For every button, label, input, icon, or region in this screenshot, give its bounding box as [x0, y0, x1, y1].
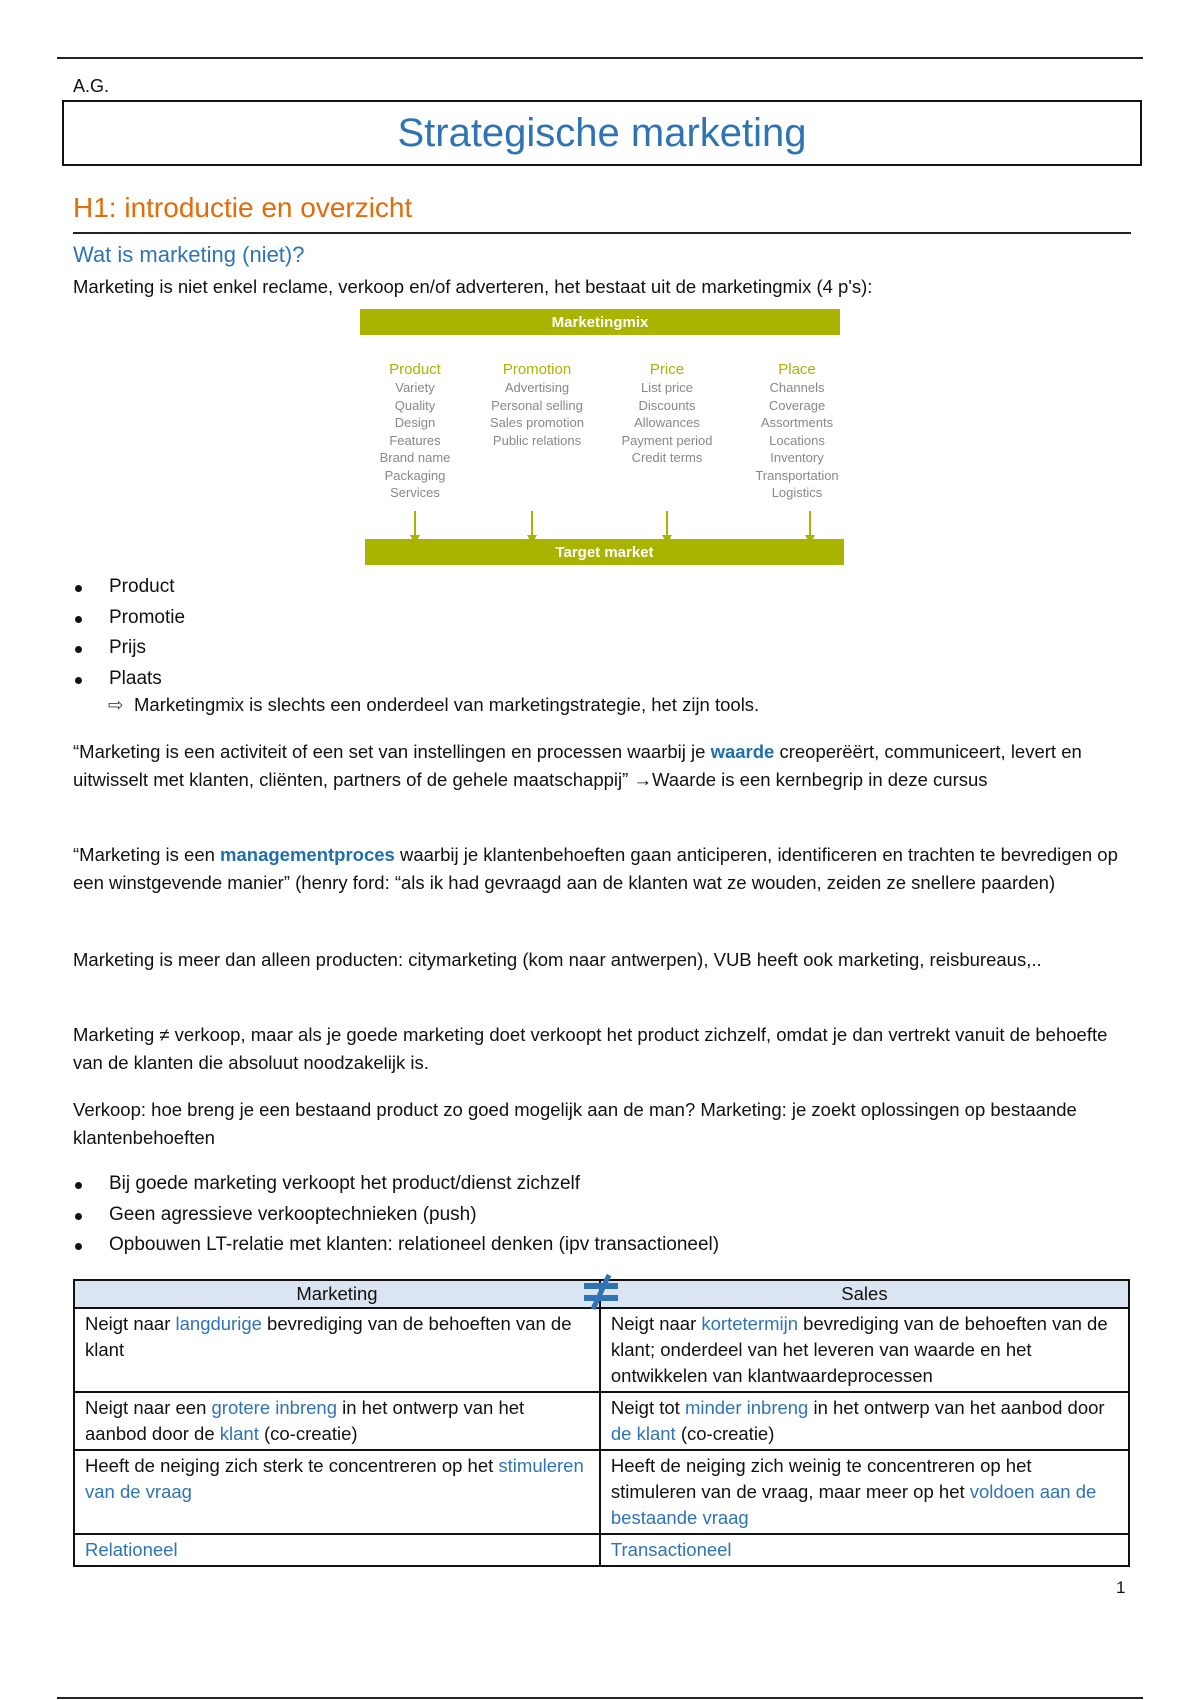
bullet-icon — [75, 1243, 82, 1250]
marketingmix-diagram — [360, 309, 844, 569]
mix-item: Credit terms — [631, 450, 703, 465]
top-rule — [57, 57, 1143, 59]
table-cell: Neigt naar een grotere inbreng in het ontwerp van het aanbod door de klant (co-creatie) — [74, 1392, 600, 1450]
table-cell: Neigt naar kortetermijn bevrediging van de behoeften van de klant; onderdeel van het leveren van waarde en het ontwikkelen van klantwaardeprocessen — [600, 1308, 1129, 1392]
table-cell: Transactioneel — [600, 1534, 1129, 1566]
paragraph-4: Marketing ≠ verkoop, maar als je goede marketing doet verkoopt het product zichzelf, omdat je dan vertrekt vanuit de behoefte van de klanten die absoluut noodzakelijk is. — [73, 1024, 1108, 1073]
table-row — [74, 1308, 1129, 1392]
not-equal-icon — [581, 1272, 621, 1312]
mix-item: Channels — [769, 380, 825, 395]
target-market-bar: Target market — [365, 539, 844, 565]
mix-item: Coverage — [768, 397, 826, 413]
table-cell: Heeft de neiging zich weinig te concentreren op het stimuleren van de vraag, maar meer op het voldoen aan de bestaande vraag — [600, 1450, 1129, 1534]
bullet-icon — [75, 677, 82, 684]
marketing-vs-sales-table — [73, 1279, 1130, 1567]
table-row — [74, 1392, 1129, 1450]
mix-item: Discounts — [638, 397, 696, 413]
mix-item: Assortments — [760, 415, 834, 430]
mix-item: Personal selling — [491, 397, 583, 413]
mix-item: Services — [390, 485, 440, 500]
table-cell: Relationeel — [74, 1534, 600, 1566]
mix-item: Allowances — [634, 415, 700, 430]
bullet-icon — [75, 1182, 82, 1189]
chapter-heading: H1: introductie en overzicht — [73, 192, 413, 223]
page-title: Strategische marketing — [397, 110, 807, 155]
table-cell: Neigt naar langdurige bevrediging van de behoeften van de klant — [74, 1308, 600, 1392]
bottom-rule — [57, 1697, 1143, 1699]
mix-item: Payment period — [621, 432, 713, 448]
header-sales: Sales — [600, 1280, 1129, 1308]
mix-head: Place — [778, 361, 816, 378]
marketingmix-title-bar: Marketingmix — [360, 309, 840, 335]
mix-item: Variety — [395, 380, 435, 395]
bullet-icon — [75, 646, 82, 653]
table-row — [74, 1450, 1129, 1534]
table-cell: Heeft de neiging zich sterk te concentreren op het stimuleren van de vraag — [74, 1450, 600, 1534]
mix-item: Sales promotion — [490, 415, 584, 430]
bullet-icon — [75, 585, 82, 592]
mix-item: Logistics — [771, 485, 823, 500]
mix-head: Price — [649, 361, 685, 378]
paragraph-5: Verkoop: hoe breng je een bestaand product zo goed mogelijk aan de man? Marketing: je zoekt oplossingen op bestaande klantenbehoeften — [73, 1099, 1077, 1148]
mix-item: Locations — [769, 432, 825, 448]
mix-head: Product — [389, 361, 441, 378]
mix-head: Promotion — [502, 361, 572, 378]
mix-item: List price — [640, 380, 694, 395]
mix-item: Features — [389, 432, 441, 448]
mix-item: Quality — [394, 397, 436, 413]
mix-item: Transportation — [755, 467, 839, 483]
mix-item: Packaging — [384, 467, 446, 483]
heading-rule — [73, 232, 1131, 234]
bullet-icon — [75, 1213, 82, 1220]
mix-item: Brand name — [379, 450, 451, 465]
mix-item: Design — [394, 415, 436, 430]
title-box — [62, 100, 1142, 166]
definition-2: “Marketing is een managementproces waarbij je klantenbehoeften gaan anticiperen, identificeren en trachten te bevredigen op een winstgevende manier” (henry ford: “als ik had gevraagd aan de klanten wat ze wouden, zeiden ze snellere paarden) — [73, 844, 1118, 893]
mix-column-price — [607, 361, 727, 467]
page-number: 1 — [1116, 1578, 1126, 1597]
table-row — [74, 1534, 1129, 1566]
mix-item: Inventory — [770, 450, 824, 465]
mix-item: Public relations — [492, 432, 582, 448]
mix-item: Advertising — [504, 380, 570, 395]
intro-paragraph: Marketing is niet enkel reclame, verkoop en/of adverteren, het bestaat uit de marketingmix (4 p's): — [73, 276, 873, 297]
paragraph-3: Marketing is meer dan alleen producten: citymarketing (kom naar antwerpen), VUB heeft ook marketing, reisbureaus,.. — [73, 949, 1042, 970]
mix-column-place — [737, 361, 857, 502]
definition-1: “Marketing is een activiteit of een set van instellingen en processen waarbij je waarde creoperëërt, communiceert, levert en uitwisselt met klanten, cliënten, partners of de gehele maatschappij” →Waarde is een kernbegrip in deze cursus — [73, 741, 1082, 790]
mix-column-promotion — [477, 361, 597, 449]
section-heading: Wat is marketing (niet)? — [73, 242, 305, 267]
note-line: ⇨ Marketingmix is slechts een onderdeel van marketingstrategie, het zijn tools. — [108, 694, 760, 715]
table-cell: Neigt tot minder inbreng in het ontwerp van het aanbod door de klant (co-creatie) — [600, 1392, 1129, 1450]
arrow-right-icon: ⇨ — [108, 694, 124, 715]
header-marketing: Marketing — [74, 1280, 600, 1308]
bullet-icon — [75, 616, 82, 623]
author-initials: A.G. — [73, 76, 110, 96]
mix-column-product — [355, 361, 475, 502]
